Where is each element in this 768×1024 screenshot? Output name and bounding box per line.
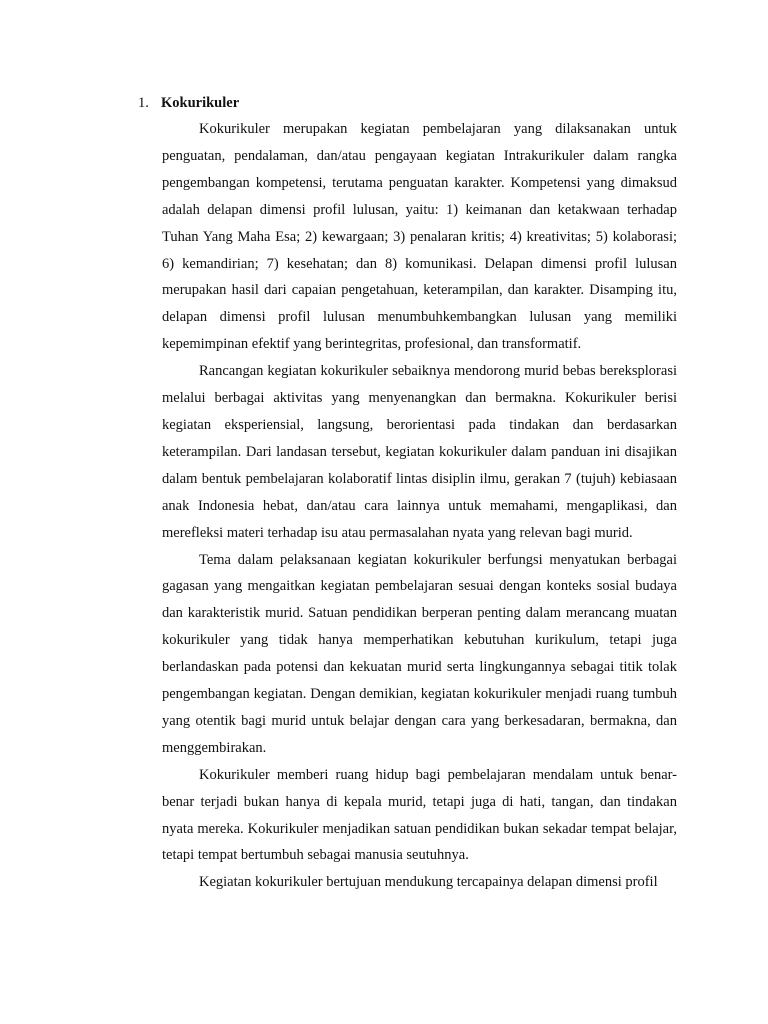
paragraph: Kokurikuler memberi ruang hidup bagi pembelajaran mendalam untuk benar-benar terjadi bukan hanya di kepala murid, tetapi juga di hati, tangan, dan tindakan nyata mereka. Kokurikuler menjadikan satuan pendidikan bukan sekadar tempat belajar, tetapi tempat bertumbuh sebagai manusia seutuhnya. [162,766,677,864]
section-title: Kokurikuler [161,95,240,111]
paragraph: Tema dalam pelaksanaan kegiatan kokurikuler berfungsi menyatukan berbagai gagasan yang mengaitkan kegiatan pembelajaran sesuai dengan konteks sosial budaya dan karakteristik murid. Satuan pendidikan berperan penting dalam merancang muatan kokurikuler yang tidak hanya memperhatikan kebutuhan kurikulum, tetapi juga berlandaskan pada potensi dan kekuatan murid serta lingkungannya sebagai titik tolak pengembangan kegiatan. Dengan demikian, kegiatan kokurikuler menjadi ruang tumbuh yang otentik bagi murid untuk belajar dengan cara yang berkesadaran, bermakna, dan menggembirakan. [162,551,677,756]
paragraph: Kokurikuler merupakan kegiatan pembelajaran yang dilaksanakan untuk penguatan, pendalaman, dan/atau pengayaan kegiatan Intrakurikuler dalam rangka pengembangan kompetensi, terutama penguatan karakter. Kompetensi yang dimaksud adalah delapan dimensi profil lulusan, yaitu: 1) keimanan dan ketakwaan terhadap Tuhan Yang Maha Esa; 2) kewargaan; 3) penalaran kritis; 4) kreativitas; 5) kolaborasi; 6) kemandirian; 7) kesehatan; dan 8) komunikasi. Delapan dimensi profil lulusan merupakan hasil dari capaian pengetahuan, keterampilan, dan karakter. Disamping itu, delapan dimensi profil lulusan menumbuhkembangkan lulusan yang memiliki kepemimpinan efektif yang berintegritas, profesional, dan transformatif. [162,121,677,353]
section-heading [138,93,239,113]
paragraph: Kegiatan kokurikuler bertujuan mendukung tercapainya delapan dimensi profil [199,874,658,891]
section-body [162,116,677,896]
section-number: 1. [138,95,149,111]
paragraph: Rancangan kegiatan kokurikuler sebaiknya mendorong murid bebas bereksplorasi melalui berbagai aktivitas yang menyenangkan dan bermakna. Kokurikuler berisi kegiatan eksperiensial, langsung, berorientasi pada tindakan dan berdasarkan keterampilan. Dari landasan tersebut, kegiatan kokurikuler dalam panduan ini disajikan dalam bentuk pembelajaran kolaboratif lintas disiplin ilmu, gerakan 7 (tujuh) kebiasaan anak Indonesia hebat, dan/atau cara lainnya untuk memahami, mengaplikasi, dan merefleksi materi terhadap isu atau permasalahan nyata yang relevan bagi murid. [162,363,677,541]
